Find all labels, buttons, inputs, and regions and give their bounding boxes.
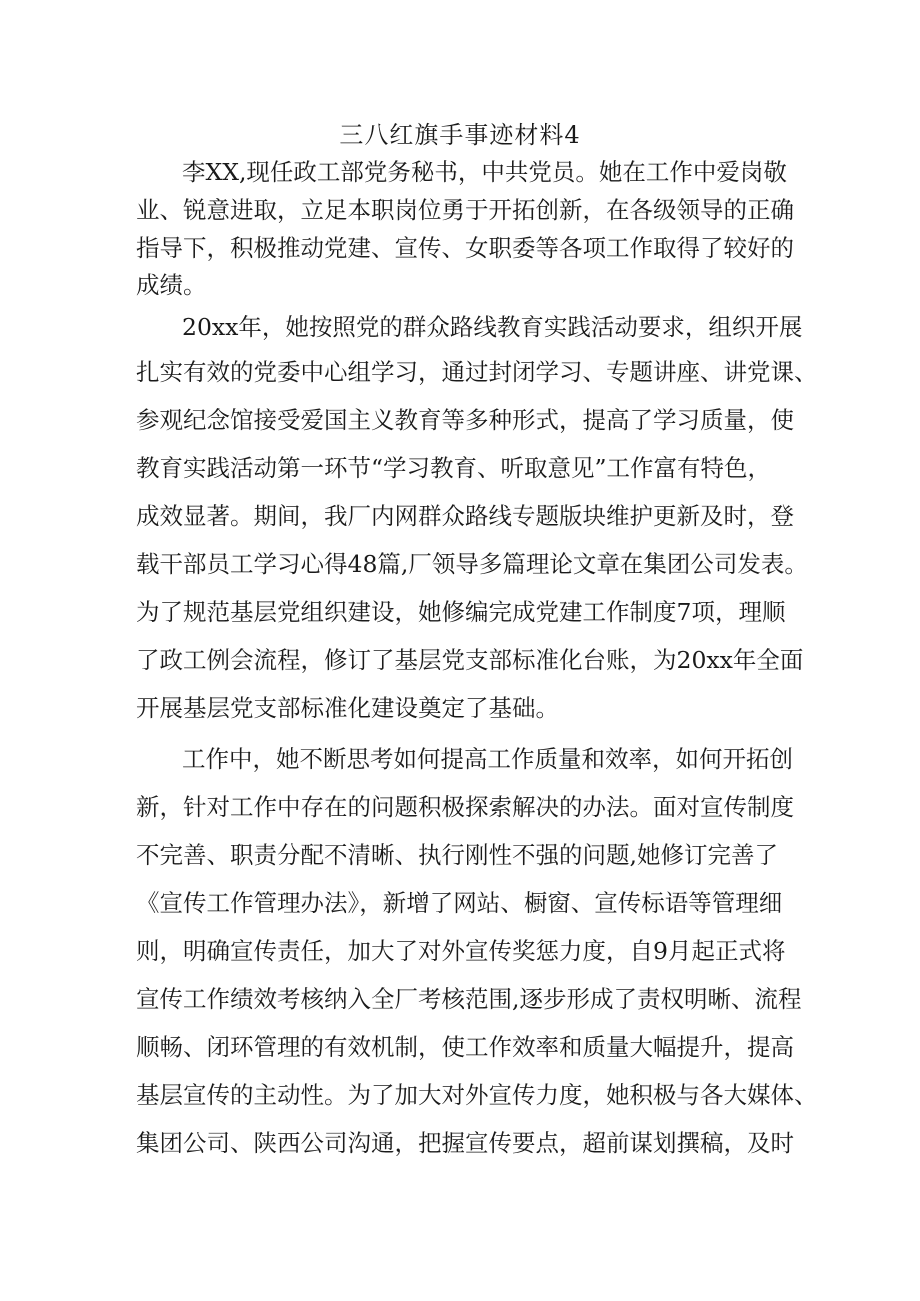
document-title: 三八红旗手事迹材料4 — [339, 121, 581, 149]
paragraph-2-line-3: 参观纪念馆接受爱国主义教育等多种形式，提高了学习质量，使 — [136, 406, 794, 434]
paragraph-2-line-9: 开展基层党支部标准化建设奠定了基础。 — [136, 694, 559, 722]
paragraph-2-line-5: 成效显著。期间，我厂内网群众路线专题版块维护更新及时，登 — [136, 502, 794, 530]
paragraph-3-line-9: 集团公司、陕西公司沟通，把握宣传要点，超前谋划撰稿，及时 — [136, 1129, 794, 1157]
paragraph-3-line-1: 工作中，她不断思考如何提高工作质量和效率，如何开拓创 — [182, 745, 793, 773]
paragraph-1-line-3: 指导下，积极推动党建、宣传、女职委等各项工作取得了较好的 — [136, 234, 794, 262]
paragraph-2-line-8: 了政工例会流程，修订了基层党支部标准化台账，为20xx年全面 — [136, 646, 804, 674]
paragraph-2-line-2: 扎实有效的党委中心组学习，通过封闭学习、专题讲座、讲党课、 — [136, 358, 818, 386]
paragraph-2-line-6: 载干部员工学习心得48篇,厂领导多篇理论文章在集团公司发表。 — [136, 550, 808, 578]
paragraph-1-line-1: 李XX,现任政工部党务秘书，中共党员。她在工作中爱岗敬 — [182, 158, 787, 186]
paragraph-2-line-1: 20xx年，她按照党的群众路线教育实践活动要求，组织开展 — [182, 313, 803, 341]
paragraph-3-line-2: 新，针对工作中存在的问题积极探索解决的办法。面对宣传制度 — [136, 793, 794, 821]
paragraph-3-line-5: 则，明确宣传责任，加大了对外宣传奖惩力度，自9月起正式将 — [136, 937, 786, 965]
paragraph-3-line-4: 《宣传工作管理办法》，新增了网站、橱窗、宣传标语等管理细 — [136, 889, 783, 917]
paragraph-3-line-3: 不完善、职责分配不清晰、执行刚性不强的问题,她修订完善了 — [136, 841, 778, 869]
paragraph-3-line-7: 顺畅、闭环管理的有效机制，使工作效率和质量大幅提升，提高 — [136, 1033, 794, 1061]
paragraph-1-line-2: 业、锐意进取，立足本职岗位勇于开拓创新，在各级领导的正确 — [136, 196, 794, 224]
paragraph-3-line-6: 宣传工作绩效考核纳入全厂考核范围,逐步形成了责权明晰、流程 — [136, 985, 802, 1013]
paragraph-3-line-8: 基层宣传的主动性。为了加大对外宣传力度，她积极与各大媒体、 — [136, 1081, 818, 1109]
paragraph-2-line-7: 为了规范基层党组织建设，她修编完成党建工作制度7项，理顺 — [136, 598, 786, 626]
paragraph-1-line-4: 成绩。 — [136, 271, 207, 299]
paragraph-2-line-4: 教育实践活动第一环节“学习教育、听取意见”工作富有特色， — [136, 454, 772, 482]
